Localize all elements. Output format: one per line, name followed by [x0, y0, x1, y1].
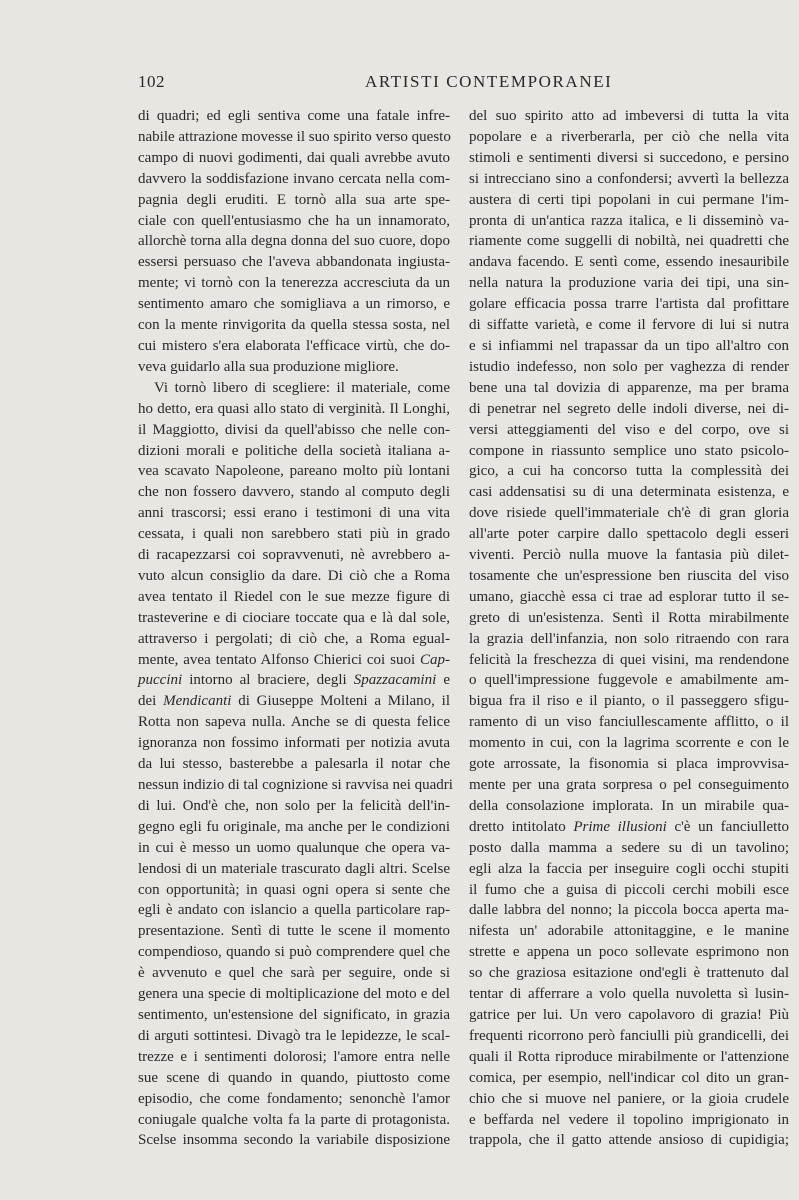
text-line: pronta di un'antica razza italica, e li disseminò va- [469, 212, 789, 229]
text-line: e si infiammi nel trapassar da un tipo all'altro con [469, 337, 789, 354]
text-line: attraverso i pergolati; di ciò che, a Roma egual- [138, 630, 450, 647]
text-line: ramento di un viso fanciullescamente afflitto, o il [469, 714, 789, 731]
text-line: trezze e i sentimenti dolorosi; l'amore entra nelle [138, 1048, 450, 1065]
text-line: nessun indizio di tal cognizione si ravvisa nei quadri [138, 777, 453, 793]
text-line: lendosi di un materiale trascurato dagli altri. Scelse [138, 860, 450, 877]
text-line: essersi persuaso che l'aveva abbandonata ingiusta- [138, 254, 450, 271]
text-line: puccini intorno al braciere, degli Spazzacamini e [138, 672, 450, 689]
text-line: mente per una grata sorpresa o pel conseguimento [469, 777, 789, 793]
text-line: si intrecciano sino a confondersi; avvertì la bellezza [469, 170, 789, 187]
text-line: istudio indefesso, non solo per vaghezza di render [469, 358, 789, 375]
text-line: nabile attrazione movesse il suo spirito verso questo [138, 128, 451, 145]
text-line: greto di un'esistenza. Sentì il Rotta mirabilmente [469, 609, 789, 626]
text-line: campo di nuovi godimenti, dai quali avrebbe avuto [138, 149, 450, 166]
page-number: 102 [138, 72, 165, 91]
text-line: bigua fra il riso e il pianto, o il passeggero sfigu- [469, 693, 789, 710]
text-line: viventi. Perciò nulla muove la fantasia più dilet- [469, 547, 789, 564]
text-line: so che graziosa esitazione ond'egli è trattenuto dal [469, 965, 789, 982]
text-line: mente, avea tentato Alfonso Chierici coi suoi Cap- [138, 651, 450, 668]
text-line: gatrice per lui. Un vero capolavoro di grazia! Più [469, 1006, 789, 1023]
text-line: o quell'impressione fuggevole e amabilmente am- [469, 672, 789, 689]
text-line: compendioso, quando si può comprendere quel che [138, 944, 450, 961]
text-line: compone in riassunto semplice uno stato psicolo- [469, 442, 789, 459]
text-line: umano, giacchè essa ci trae ad esplorar tutto il se- [469, 588, 789, 605]
text-line: nifesta un' adorabile attonitaggine, e le manine [469, 923, 789, 940]
text-line: Rotta non sapeva nulla. Anche se di questa felice [138, 714, 450, 731]
text-line: di penetrar nel segreto delle indoli diverse, nei di- [469, 400, 789, 417]
text-line: all'arte poter carpire dallo spettacolo degli esseri [469, 526, 789, 543]
text-line: frequenti ricorrono però fanciulli più grandicelli, dei [469, 1027, 789, 1044]
text-line: sentimento amaro che somigliava a un rimorso, e [138, 296, 450, 313]
text-line: dove risiede quell'immateriale ch'è di gran gloria [469, 505, 789, 522]
text-line: con opportunità; in quasi ogni opera si sente che [138, 881, 450, 898]
text-line: episodio, che come fondamento; senonchè l'amor [138, 1090, 450, 1107]
running-title: ARTISTI CONTEMPORANEI [365, 72, 613, 91]
text-line: genera una specie di moltiplicazione del moto e del [138, 986, 450, 1003]
text-line: allorchè torna alla degna donna del suo cuore, dopo [138, 233, 450, 250]
text-line: di racapezzarsi coi sopravvenuti, nè avrebbero a- [138, 547, 450, 564]
text-line: di lui. Ond'è che, non solo per la felicità dell'in- [138, 797, 450, 814]
text-line: felicità la freschezza di quei visini, ma rendendone [469, 651, 789, 668]
text-line: egli è andato con islancio a quella particolare rap- [138, 902, 450, 919]
text-line: di siffatte varietà, e come il fervore di lui si nutra [469, 317, 789, 334]
text-line: davvero la soddisfazione invano cercata nella com- [138, 170, 450, 187]
text-line: comica, per esempio, nell'indicar col dito un gran- [469, 1069, 789, 1086]
text-line: ignoranza non fossimo informati per notizia avuta [138, 735, 450, 752]
text-line: dretto intitolato Prime illusioni c'è un fanciulletto [469, 818, 789, 835]
text-line: e beffarda nel vedere il topolino imprigionato in [469, 1111, 789, 1128]
text-line: nella natura la produzione varia dei tipi, una sin- [469, 275, 789, 292]
text-line: gegno egli fu originale, ma anche per le condizioni [138, 818, 450, 835]
text-line: Vi tornò libero di scegliere: il materiale, come [154, 379, 450, 396]
text-line: riamente come suggelli di nobiltà, nei quadretti che [469, 233, 789, 250]
text-line: casi addensatisi su di una determinata esistenza, e [469, 484, 789, 501]
text-line: trasteverine e di ciociare toccate qua e là dal sole, [138, 609, 450, 626]
left-text-column [138, 106, 453, 1151]
text-line: trappola, che il gatto attende ansioso di cupidigia; [469, 1132, 789, 1149]
text-line: anni trascorsi; essi erano i testimoni di una vita [138, 505, 450, 522]
text-line: il Maggiotto, divisi da quell'abisso che nelle con- [138, 421, 450, 438]
text-line: del suo spirito atto ad imbeversi di tutta la vita [469, 108, 789, 124]
text-line: versi atteggiamenti del viso e del corpo, ove si [469, 421, 789, 438]
text-line: coniugale qualche volta fa la parte di protagonista. [138, 1111, 450, 1128]
text-line: vea scavato Napoleone, pareano molto più lontani [138, 463, 450, 480]
text-line: pagnia degli eruditi. E tornò alla sua arte spe- [138, 191, 450, 208]
text-line: gico, a cui ha concorso tutta la complessità dei [469, 463, 789, 480]
page-header [0, 72, 799, 96]
text-line: momento in cui, con la lagrima scorrente e con le [469, 735, 789, 752]
text-line: di arguti sottintesi. Divagò tra le lepidezze, le scal- [138, 1027, 450, 1044]
text-line: ho detto, era quasi allo stato di verginità. Il Longhi, [138, 400, 450, 417]
text-line: chio che si muove nel paniere, or la gioia crudele [469, 1090, 789, 1107]
text-line: tosamente che un'espressione ben riuscita del viso [469, 567, 789, 584]
text-line: popolare e a riverberarla, per ciò che nella vita [469, 128, 789, 145]
text-line: con la mente rinvigorita da quella stessa sosta, nel [138, 317, 450, 334]
text-line: dalle labbra del nonno; la piccola bocca aperta ma- [469, 902, 789, 919]
text-line: in cui è messo un uomo qualunque che opera va- [138, 839, 450, 856]
text-line: avea tentato il Riedel con le sue mezze figure di [138, 588, 450, 605]
text-line: vuto alcun consiglio da dare. Di ciò che a Roma [138, 567, 450, 584]
text-line: che non fossero davvero, stando al computo degli [138, 484, 450, 501]
text-line: austera di certi tipi popolani in cui permane l'im- [469, 191, 789, 208]
right-text-column [469, 106, 789, 1151]
text-line: sue scene di quando in quando, piuttosto come [138, 1069, 450, 1086]
text-line: bene una tal dovizia di apparenze, ma per brama [469, 379, 789, 396]
text-line: dei Mendicanti di Giuseppe Molteni a Milano, il [138, 693, 451, 710]
text-line: quali il Rotta riproduce mirabilmente or l'attenzione [469, 1048, 789, 1065]
text-line: presentazione. Sentì di tutte le scene il momento [138, 923, 450, 940]
text-line: strette e appena un poco sollevate esprimono non [469, 944, 789, 961]
text-line: andava facendo. E sentì come, essendo inesauribile [469, 254, 789, 271]
text-line: Scelse insomma secondo la variabile disposizione [138, 1132, 450, 1149]
text-line: cui mistero s'era elaborata l'efficace virtù, che do- [138, 337, 450, 354]
text-line: da lui stesso, basterebbe a palesarla il notar che [138, 756, 450, 773]
text-line: golare efficacia possa trarre l'artista dal profittare [469, 296, 789, 313]
text-line: della consolazione implorata. In un mirabile qua- [469, 797, 789, 814]
text-line: veva guidarlo alla sua produzione migliore. [138, 358, 399, 375]
text-line: egli alza la faccia per inseguire cogli occhi stupiti [469, 860, 789, 877]
text-line: cessata, i quali non sarebbero stati più in grado [138, 526, 450, 543]
text-line: mente; vi tornò con la tenerezza accresciuta da un [138, 275, 450, 292]
text-line: tentar di afferrare a volo quella nuvoletta sì lusin- [469, 986, 789, 1003]
text-line: è avvenuto e quel che sarà per seguire, onde si [138, 965, 450, 982]
text-line: la grazia dell'infanzia, non solo ritraendo con rara [469, 630, 789, 647]
text-line: dizioni morali e politiche della società italiana a- [138, 442, 450, 459]
text-line: il fumo che a guisa di piccoli cerchi mobili esce [469, 881, 789, 898]
text-line: gote arrossate, la fisonomia si placa improvvisa- [469, 756, 789, 773]
text-line: stimoli e sentimenti diversi si succedono, e persino [469, 149, 789, 166]
text-line: ciale con quell'entusiasmo che ha un innamorato, [138, 212, 450, 229]
text-line: di quadri; ed egli sentiva come una fatale infre- [138, 108, 450, 124]
text-line: sentimento, un'estensione del significato, in grazia [138, 1006, 450, 1023]
text-line: posto dalla mamma a sedere su di un tavolino; [469, 839, 789, 856]
